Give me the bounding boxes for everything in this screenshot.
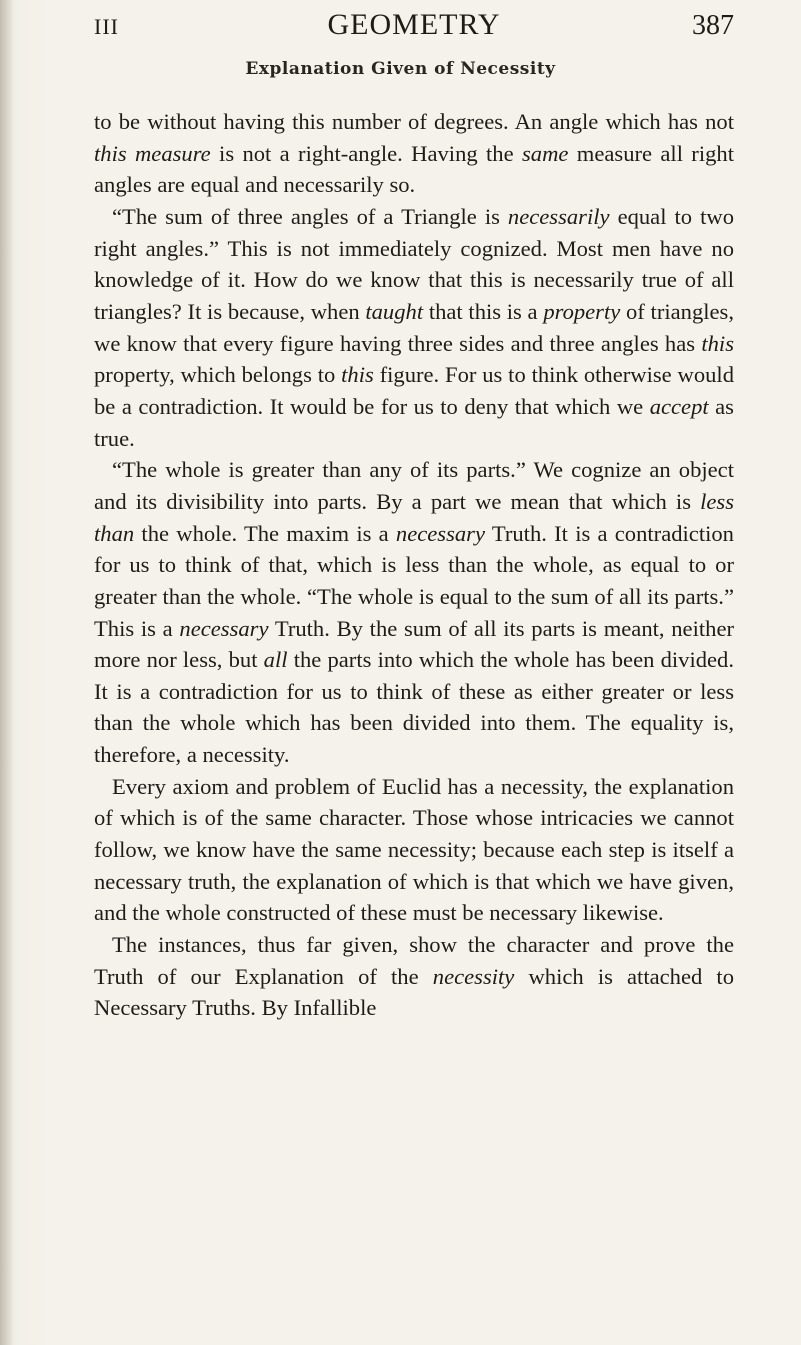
text-run: equal to two right angles.” This is not immediately cognized. Most men have no knowledge of it. How do we know that this is necessarily true of all triangles? It is because, when [94,203,734,324]
text-run: the whole. The maxim is a [134,520,396,546]
italic-text: this [341,362,374,388]
italic-text: necessarily [507,203,610,229]
italic-text: same [521,140,569,166]
text-run: is not a right-angle. Having the [210,140,522,166]
italic-text: property [543,298,621,324]
italic-text: taught [365,298,424,324]
body-text [94,106,734,1024]
text-run: measure all right angles are equal and necessarily so. [94,140,734,198]
section-subheading: Explanation Given of Necessity [245,59,556,79]
italic-text: this [701,330,734,356]
italic-text: all [263,647,288,673]
text-run: The instances, thus far given, show the character and prove the Truth of our Explanation of the [94,932,734,989]
text-run: Truth. It is a contradiction for us to think of that, which is less than the whole, as equal to or greater than the whole. “The whole is equal to the sum of all its parts.” This is a [94,520,734,641]
italic-text: less than [94,488,734,546]
text-run: which is attached to Necessary Truths. By Infallible [94,963,734,1021]
italic-text: necessary [179,615,269,641]
italic-text: necessary [395,520,486,546]
text-run: to be without having this number of degrees. An angle which has not [94,109,734,134]
text-run: figure. For us to think otherwise would be a contradiction. It would be for us to deny that which we [94,362,735,419]
paragraph [94,771,734,929]
italic-text: necessity [432,963,515,989]
spine-shadow [0,0,14,1345]
text-run: the parts into which the whole has been divided. It is a contradiction for us to think of these as either greater or less than the whole which has been divided into them. The equality is, therefore, a necessity. [94,647,734,768]
paragraph [94,929,734,1024]
running-title: GEOMETRY [327,8,501,41]
paragraph [94,454,734,771]
text-run: that this is a [423,298,544,324]
paragraph [94,201,734,454]
text-run: “The sum of three angles of a Triangle is [112,203,508,229]
text-run: Every axiom and problem of Euclid has a necessity, the explanation of which is of the same character. Those whose intricacies we cannot follow, we know have the same necessity; because each step is itself a necessary truth, the explanation of which is that which we have given, and the whole constructed of these must be necessary likewise. [94,773,734,926]
text-run: of triangles, we know that every figure having three sides and three angles has [94,298,734,356]
text-run: “The whole is greater than any of its parts.” We cognize an object and its divisibility into parts. By a part we mean that which is [94,457,734,514]
italic-text: accept [649,393,709,419]
text-run: Truth. By the sum of all its parts is meant, neither more nor less, but [94,615,734,673]
text-run: as true. [94,393,734,451]
text-run: property, which belongs to [94,362,342,388]
paragraph [94,106,734,201]
italic-text: this measure [94,140,211,166]
page-number: 387 [692,10,734,41]
chapter-number: III [94,14,119,39]
page-header [94,8,734,48]
